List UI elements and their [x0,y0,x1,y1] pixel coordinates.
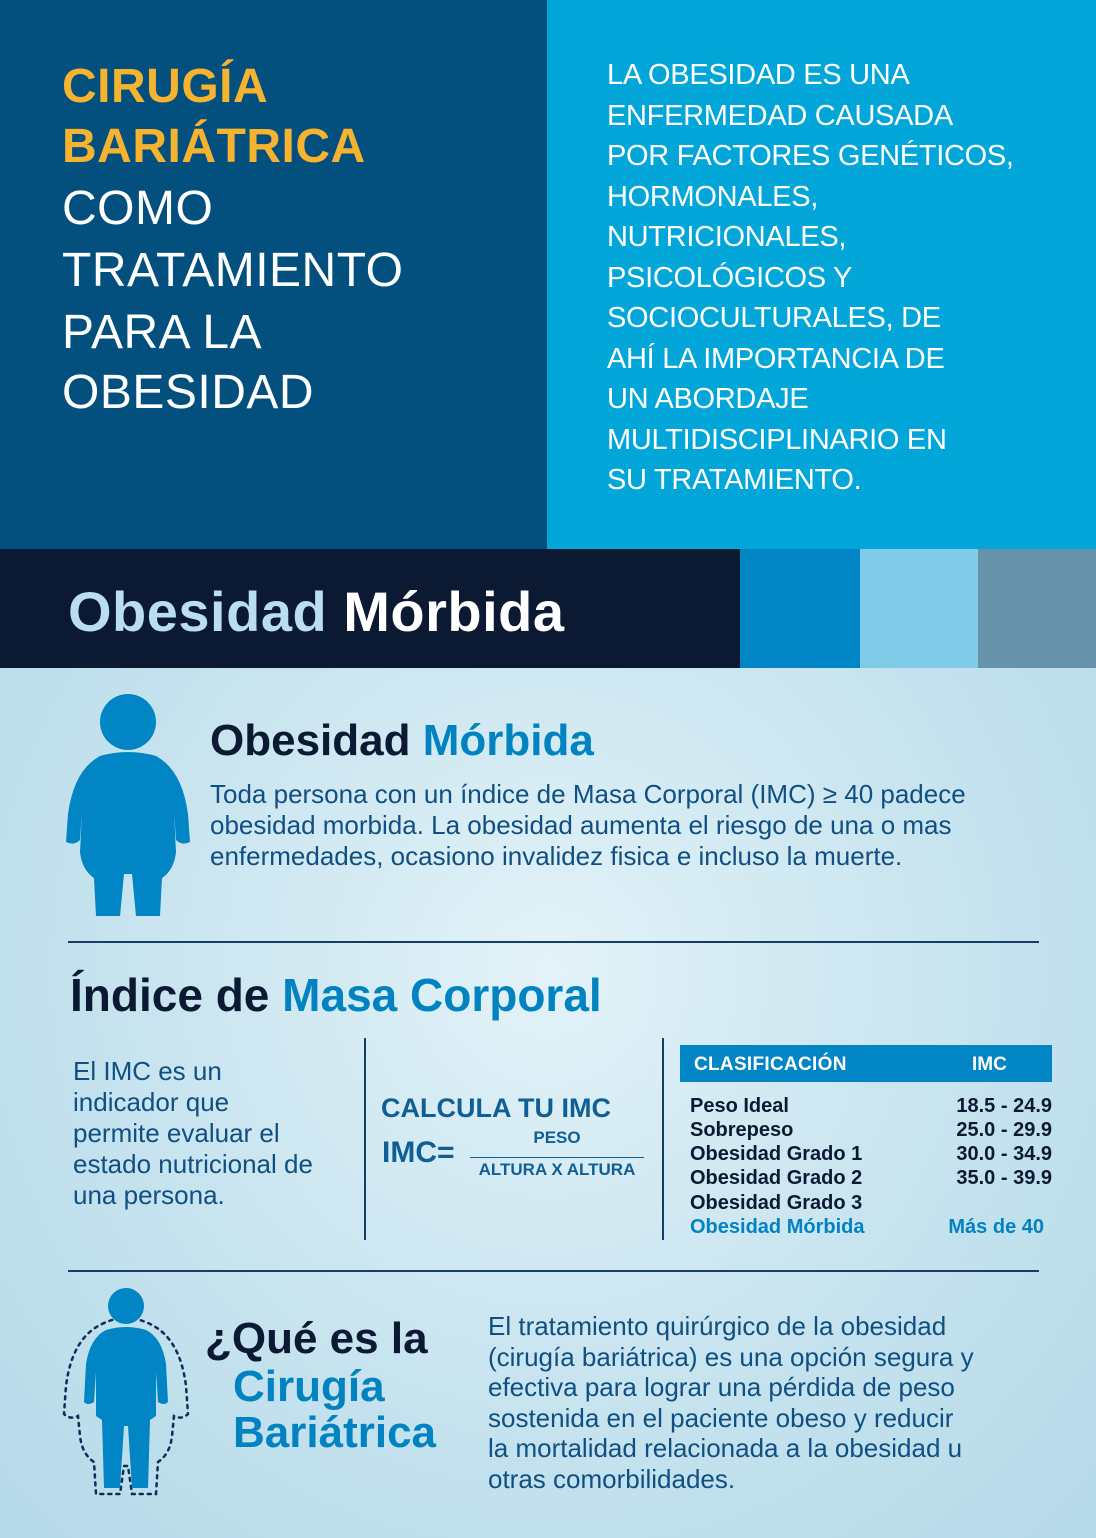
table-row [690,1119,1052,1143]
imc-title-part-2: Masa Corporal [282,969,602,1021]
table-row [690,1167,1052,1191]
hero-title-accent-1: CIRUGÍA [62,60,269,113]
imc-description [73,1056,363,1211]
section-banner [0,549,1096,668]
obese-person-icon [64,694,192,918]
imc-desc-line: estado nutricional de [73,1149,313,1179]
intro-line: AHÍ LA IMPORTANCIA DE [607,342,945,375]
surgery-text-line: otras comorbilidades. [488,1463,736,1494]
imc-title-part-1: Índice de [70,969,270,1021]
morbid-text-line: Toda persona con un índice de Masa Corporal (IMC) ≥ 40 padece [210,779,966,809]
surgery-text-line: sostenida en el paciente obeso y reducir [488,1402,954,1433]
surgery-question-line-3: Bariátrica [233,1408,437,1457]
intro-line: UN ABORDAJE [607,383,809,415]
color-swatch-light-blue [860,549,978,668]
hero-title-line-3: COMO [62,182,214,235]
row-label: Sobrepeso [690,1119,794,1141]
row-value: 25.0 - 29.9 [956,1119,1052,1141]
surgery-text-line: efectiva para lograr una pérdida de peso [488,1372,955,1402]
intro-line: NUTRICIONALES, [607,221,847,253]
person-weight-loss-icon [62,1286,190,1498]
intro-line: HORMONALES, [607,180,819,213]
imc-desc-line: El IMC es un [73,1056,222,1086]
imc-desc-line: permite evaluar el [73,1118,280,1148]
row-label: Peso Ideal [690,1095,789,1117]
banner-title-part-1: Obesidad [68,580,328,643]
calc-imc-title: CALCULA TU IMC [381,1093,611,1123]
row-value: 35.0 - 39.9 [956,1167,1052,1189]
morbid-obesity-text [210,779,1060,872]
row-value: 30.0 - 34.9 [956,1143,1052,1165]
column-divider-2 [662,1038,664,1240]
formula-lhs: IMC= [382,1136,455,1169]
imc-heading [70,968,602,1022]
divider-2 [68,1270,1039,1272]
table-row [690,1143,1052,1167]
row-label: Obesidad Grado 2 [690,1167,863,1189]
intro-line: ENFERMEDAD CAUSADA [607,99,953,132]
divider-1 [68,941,1039,943]
hero-title-line-4: TRATAMIENTO [62,244,404,297]
intro-line: SU TRATAMIENTO. [607,464,862,496]
morbid-text-line: enfermedades, ocasiono invalidez fisica e incluso la muerte. [210,841,903,871]
color-swatch-blue [740,549,860,668]
hero-title-line-5: PARA LA [62,306,263,359]
formula-fraction-bar [470,1157,644,1158]
header-imc: IMC [972,1054,1007,1075]
banner-title-part-2: Mórbida [343,580,565,643]
row-label: Obesidad Mórbida [690,1216,865,1238]
surgery-question-line-1: ¿Qué es la [205,1314,428,1363]
row-label: Obesidad Grado 3 [690,1192,863,1214]
hero-title-accent-2: BARIÁTRICA [62,120,366,173]
surgery-question-line-2: Cirugía [233,1362,385,1411]
column-divider-1 [364,1038,366,1240]
intro-line: MULTIDISCIPLINARIO EN [607,423,947,456]
surgery-text-line: El tratamiento quirúrgico de la obesidad [488,1311,947,1341]
table-row [690,1095,1052,1119]
imc-desc-line: una persona. [73,1180,225,1210]
table-row [690,1192,1052,1216]
header-classification: CLASIFICACIÓN [694,1054,847,1075]
surgery-text-line: (cirugía bariátrica) es una opción segura y [488,1341,974,1372]
table-row-highlight [690,1216,1052,1240]
formula-denominator: ALTURA X ALTURA [478,1160,636,1179]
color-swatch-gray-blue [978,549,1096,668]
morbid-text-line: obesidad morbida. La obesidad aumenta el riesgo de una o mas [210,810,952,840]
surgery-text-line: la mortalidad relacionada a la obesidad u [488,1433,963,1463]
intro-line: POR FACTORES GENÉTICOS, [607,140,1014,172]
row-value: 18.5 - 24.9 [956,1095,1052,1117]
formula-numerator: PESO [533,1128,581,1147]
classification-table-header [680,1045,1052,1082]
imc-desc-line: indicador que [73,1087,230,1117]
intro-line: LA OBESIDAD ES UNA [607,59,910,91]
row-value: Más de 40 [948,1216,1044,1238]
morbid-obesity-heading [210,716,594,766]
morbid-title-part-2: Mórbida [422,716,594,765]
intro-line: PSICOLÓGICOS Y [607,261,853,294]
banner-title [68,579,565,644]
morbid-title-part-1: Obesidad [210,716,411,765]
intro-line: SOCIOCULTURALES, DE [607,302,941,334]
hero-title-line-6: OBESIDAD [62,366,315,419]
row-label: Obesidad Grado 1 [690,1143,863,1165]
surgery-description [488,1311,1068,1494]
hero-intro-text [607,55,1067,501]
